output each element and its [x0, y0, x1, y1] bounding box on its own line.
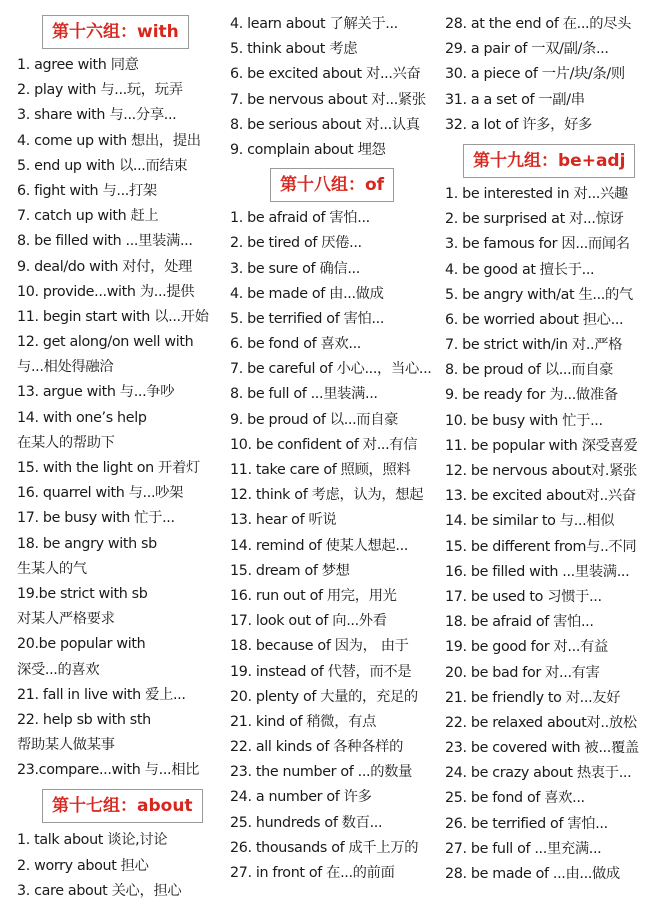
phrase-line: 17. look out of 向...外看 [230, 613, 387, 630]
phrase-line: 15. dream of 梦想 [230, 562, 350, 579]
phrase-line: 19. be good for 对...有益 [445, 639, 608, 656]
phrase-line: 4. come up with 想出，提出 [17, 132, 201, 149]
phrase-line: 4. be made of 由...做成 [230, 285, 384, 302]
phrase-line: 3. share with 与...分享... [17, 107, 177, 124]
phrase-line: 14. be similar to 与...相似 [445, 513, 615, 530]
section-heading-19: 第十九组：be+adj [463, 144, 635, 178]
phrase-line: 2. be tired of 厌倦... [230, 235, 362, 252]
phrase-line: 6. be fond of 喜欢... [230, 336, 361, 353]
phrase-line: 14. remind of 使某人想起... [230, 537, 408, 554]
phrase-line: 14. with one’s help [17, 409, 147, 426]
phrase-line: 28. at the end of 在...的尽头 [445, 16, 632, 32]
phrase-line: 16. be filled with ...里装满... [445, 563, 630, 580]
phrase-line: 2. worry about 担心 [17, 857, 149, 874]
phrase-line: 13. be excited about对..兴奋 [445, 488, 636, 505]
phrase-line: 11. begin start with 以...开始 [17, 308, 209, 325]
phrase-line: 20. be bad for 对...有害 [445, 664, 600, 681]
column-1 [17, 0, 219, 904]
phrase-line: 6. fight with 与...打架 [17, 182, 157, 199]
phrase-line: 22. all kinds of 各种各样的 [230, 739, 404, 756]
column-3 [445, 0, 659, 887]
phrase-line: 29. a pair of 一双/副/条... [445, 41, 609, 58]
phrase-line: 13. argue with 与...争吵 [17, 384, 175, 401]
phrase-line: 5. be angry with/at 生...的气 [445, 286, 633, 303]
phrase-line: 22. help sb with sth [17, 711, 151, 728]
section-17-list [17, 828, 219, 904]
phrase-line: 3. be sure of 确信... [230, 260, 360, 277]
phrase-line: 深受...的喜欢 [17, 661, 100, 678]
phrase-line: 26. be terrified of 害怕... [445, 815, 608, 832]
phrase-line: 4. be good at 擅长于... [445, 261, 595, 278]
phrase-line: 28. be made of ...由...做成 [445, 866, 620, 882]
phrase-line: 17. be used to 习惯于... [445, 588, 602, 605]
phrase-line: 20.be popular with [17, 636, 146, 653]
phrase-line: 在某人的帮助下 [17, 434, 115, 451]
phrase-line: 对某人严格要求 [17, 611, 115, 628]
phrase-line: 12. get along/on well with [17, 334, 194, 351]
section-heading-17: 第十七组：about [42, 789, 203, 823]
phrase-line: 19.be strict with sb [17, 585, 148, 602]
phrase-line: 12. be nervous about对.紧张 [445, 463, 637, 479]
phrase-line: 1. be interested in 对...兴趣 [445, 185, 628, 202]
phrase-line: 5. think about 考虑 [230, 41, 358, 58]
phrase-line: 7. be strict with/in 对..严格 [445, 337, 623, 354]
phrase-line: 11. take care of 照顾，照料 [230, 462, 411, 478]
phrase-line: 32. a lot of 许多，好多 [445, 116, 592, 133]
phrase-line: 31. a a set of 一副/串 [445, 91, 585, 108]
phrase-line: 17. be busy with 忙于... [17, 510, 175, 527]
section-heading-18: 第十八组：of [270, 168, 394, 202]
phrase-line: 20. plenty of 大量的，充足的 [230, 688, 418, 705]
phrase-line: 12. think of 考虑，认为，想起 [230, 487, 424, 504]
column-2 [230, 0, 440, 886]
phrase-line: 22. be relaxed about对..放松 [445, 714, 637, 731]
phrase-line: 7. be careful of 小心...，当心... [230, 361, 432, 378]
phrase-line: 生某人的气 [17, 560, 87, 577]
phrase-line: 4. learn about 了解关于... [230, 16, 398, 32]
phrase-line: 1. talk about 谈论,讨论 [17, 832, 168, 849]
phrase-line: 1. agree with 同意 [17, 57, 139, 73]
phrase-line: 26. thousands of 成千上万的 [230, 839, 419, 856]
phrase-line: 15. be different from与..不同 [445, 538, 637, 555]
phrase-line: 3. be famous for 因...而闻名 [445, 236, 630, 253]
phrase-line: 21. kind of 稍微，有点 [230, 713, 377, 730]
phrase-line: 27. in front of 在...的前面 [230, 865, 395, 881]
phrase-line: 18. because of 因为， 由于 [230, 638, 409, 655]
phrase-line: 23.compare...with 与...相比 [17, 762, 200, 779]
phrase-line: 7. catch up with 赶上 [17, 208, 159, 225]
phrase-line: 23. be covered with 被...覆盖 [445, 740, 639, 757]
section-17-list-continued [230, 12, 440, 163]
phrase-line: 1. be afraid of 害怕... [230, 210, 370, 227]
phrase-line: 16. quarrel with 与...吵架 [17, 485, 184, 502]
phrase-line: 2. play with 与...玩，玩弄 [17, 82, 183, 99]
phrase-line: 21. be friendly to 对...友好 [445, 689, 621, 706]
section-18-list [230, 206, 440, 886]
phrase-line: 19. instead of 代替，而不是 [230, 663, 412, 680]
phrase-line: 10. provide...with 为...提供 [17, 283, 195, 300]
phrase-line: 10. be confident of 对...有信 [230, 436, 418, 453]
phrase-line: 与...相处得融洽 [17, 359, 114, 376]
phrase-line: 8. be full of ...里装满... [230, 386, 378, 403]
phrase-line: 9. be ready for 为...做准备 [445, 387, 618, 404]
phrase-line: 9. complain about 埋怨 [230, 141, 386, 158]
phrase-line: 13. hear of 听说 [230, 512, 337, 529]
phrase-line: 6. be excited about 对...兴奋 [230, 66, 421, 83]
phrase-line: 9. deal/do with 对付，处理 [17, 258, 192, 275]
phrase-line: 21. fall in live with 爱上... [17, 686, 186, 703]
phrase-line: 10. be busy with 忙于... [445, 412, 603, 429]
phrase-line: 5. be terrified of 害怕... [230, 310, 385, 327]
phrase-line: 18. be afraid of 害怕... [445, 614, 594, 631]
phrase-line: 2. be surprised at 对...惊讶 [445, 211, 624, 228]
phrase-line: 7. be nervous about 对...紧张 [230, 91, 426, 108]
phrase-line: 18. be angry with sb [17, 535, 157, 552]
section-16-list [17, 53, 219, 783]
phrase-line: 9. be proud of 以...而自豪 [230, 411, 399, 428]
phrase-line: 30. a piece of 一片/块/条/则 [445, 66, 625, 83]
phrase-line: 帮助某人做某事 [17, 737, 115, 754]
phrase-line: 11. be popular with 深受喜爱 [445, 437, 638, 454]
phrase-line: 16. run out of 用完，用光 [230, 587, 397, 604]
phrase-line: 15. with the light on 开着灯 [17, 460, 200, 476]
phrase-line: 23. the number of ...的数量 [230, 764, 413, 781]
phrase-line: 25. be fond of 喜欢... [445, 790, 585, 807]
phrase-line: 27. be full of ...里充满... [445, 840, 602, 857]
section-heading-16: 第十六组：with [42, 15, 189, 49]
phrase-line: 6. be worried about 担心... [445, 311, 624, 328]
phrase-line: 8. be proud of 以...而自豪 [445, 362, 614, 379]
phrase-line: 24. be crazy about 热衷于... [445, 765, 632, 782]
section-19-list [445, 182, 659, 887]
section-18-list-continued [445, 12, 659, 138]
phrase-line: 25. hundreds of 数百... [230, 814, 383, 831]
phrase-line: 24. a number of 许多 [230, 789, 372, 806]
phrase-line: 8. be serious about 对...认真 [230, 116, 420, 133]
phrase-line: 3. care about 关心，担心 [17, 882, 182, 899]
phrase-line: 8. be filled with ...里装满... [17, 233, 193, 250]
phrase-line: 5. end up with 以...而结束 [17, 157, 188, 174]
